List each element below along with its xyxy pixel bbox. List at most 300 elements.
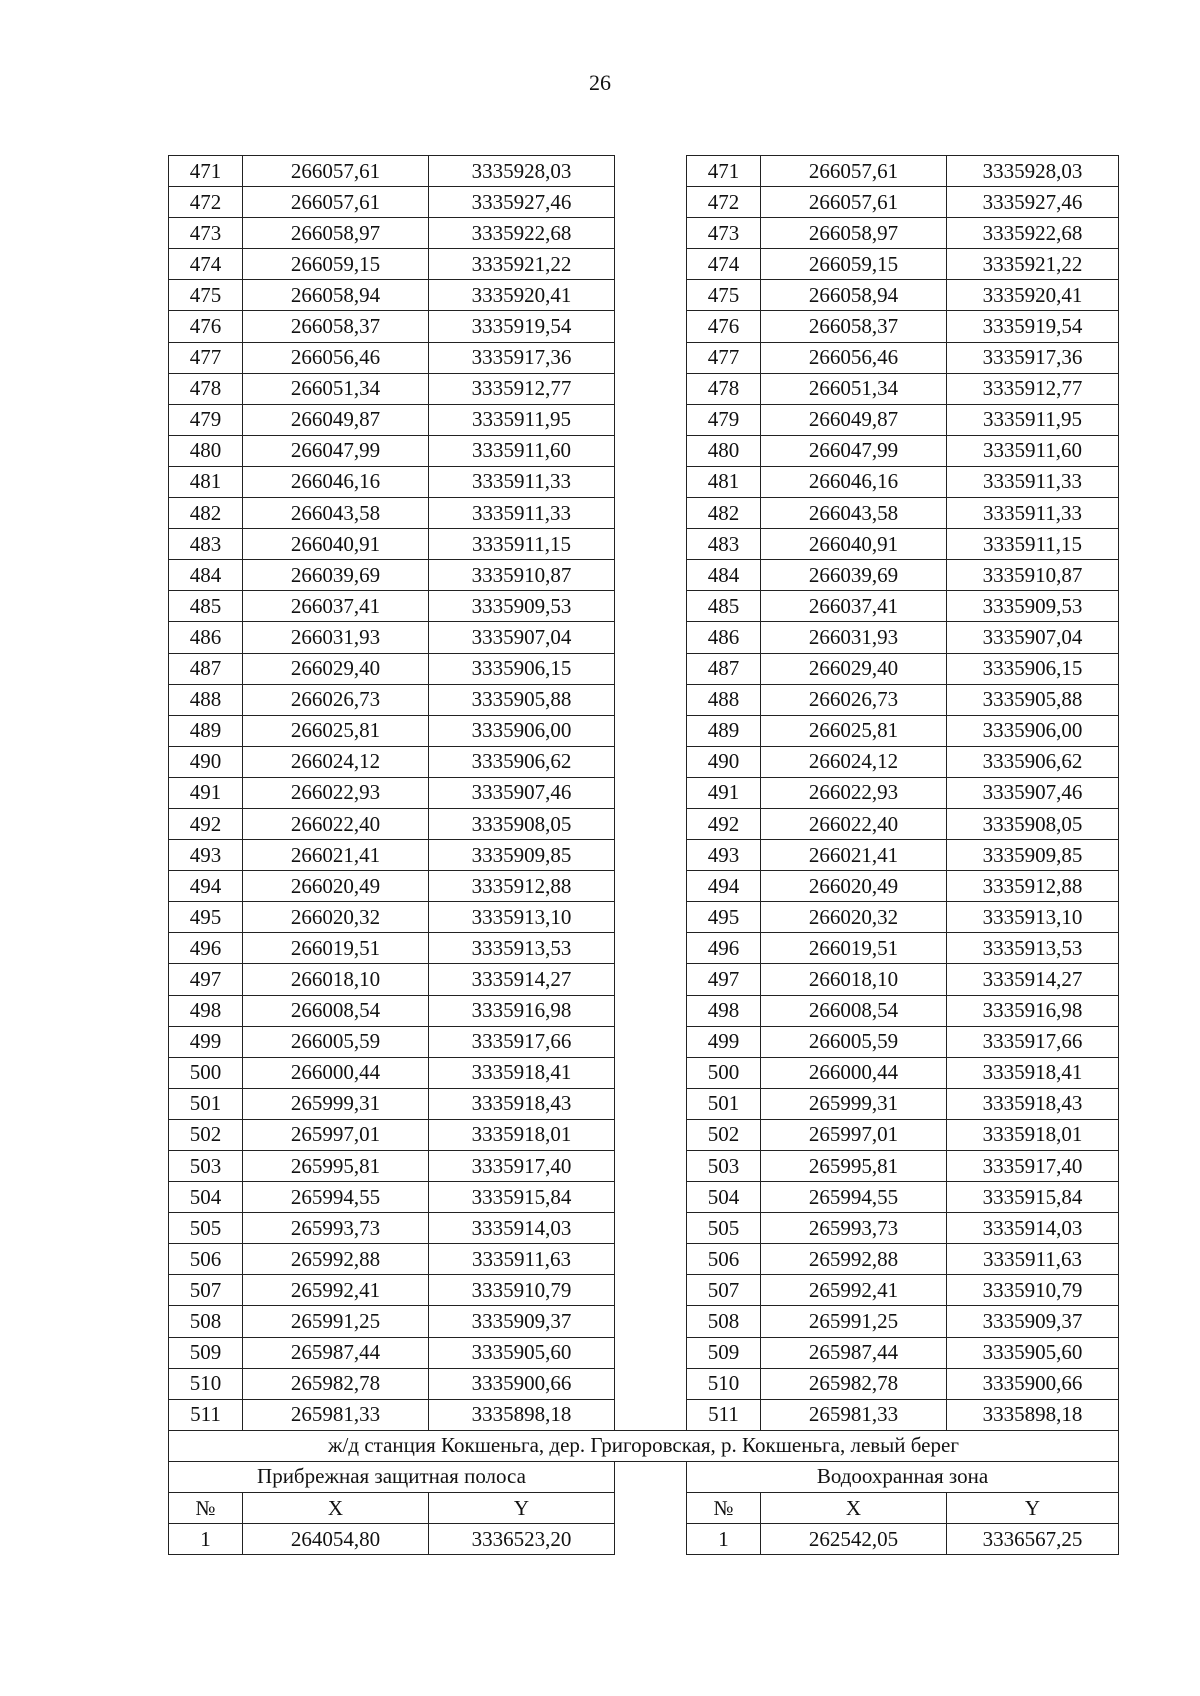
- right-point-number: 510: [687, 1368, 761, 1399]
- right-point-number: 482: [687, 498, 761, 529]
- left-x-value: 265981,33: [243, 1399, 429, 1430]
- table-row: [169, 187, 1119, 218]
- right-point-number: 480: [687, 435, 761, 466]
- table-row: [169, 1275, 1119, 1306]
- right-point-number: 486: [687, 622, 761, 653]
- table-gap: [615, 1119, 687, 1150]
- left-y-value: 3335909,37: [429, 1306, 615, 1337]
- right-y-value: 3335920,41: [947, 280, 1119, 311]
- right-point-number: 499: [687, 1026, 761, 1057]
- left-point-number: 489: [169, 715, 243, 746]
- table-row: [169, 1182, 1119, 1213]
- right-y-value: 3335906,15: [947, 653, 1119, 684]
- table-row: [169, 964, 1119, 995]
- right-y-value: 3335913,53: [947, 933, 1119, 964]
- table-row: [169, 560, 1119, 591]
- left-point-number: 472: [169, 187, 243, 218]
- left-y-value: 3335906,15: [429, 653, 615, 684]
- right-y-value: 3335905,60: [947, 1337, 1119, 1368]
- left-y-value: 3335921,22: [429, 249, 615, 280]
- left-num-header: №: [169, 1493, 243, 1524]
- left-y-value: 3335914,27: [429, 964, 615, 995]
- section-title: ж/д станция Кокшеньга, дер. Григоровская, р. Кокшеньга, левый берег: [169, 1430, 1119, 1461]
- table-row: [169, 777, 1119, 808]
- table-row: [169, 808, 1119, 839]
- column-header-row: [169, 1493, 1119, 1524]
- table-row: [169, 871, 1119, 902]
- right-y-value: 3335913,10: [947, 902, 1119, 933]
- left-x-value: 266020,32: [243, 902, 429, 933]
- right-x-value: 266058,94: [761, 280, 947, 311]
- right-x-value: 266031,93: [761, 622, 947, 653]
- left-y-value: 3335910,87: [429, 560, 615, 591]
- table-row: [169, 1026, 1119, 1057]
- table-gap: [615, 1524, 687, 1555]
- left-x-value: 265995,81: [243, 1151, 429, 1182]
- right-x-value: 265991,25: [761, 1306, 947, 1337]
- table-gap: [615, 777, 687, 808]
- table-row: [169, 1088, 1119, 1119]
- right-x-value: 265981,33: [761, 1399, 947, 1430]
- left-y-value: 3335913,53: [429, 933, 615, 964]
- table-gap: [615, 342, 687, 373]
- right-x-value: 266019,51: [761, 933, 947, 964]
- table-row: [169, 1057, 1119, 1088]
- right-x-value: 266000,44: [761, 1057, 947, 1088]
- right-x-value: 265994,55: [761, 1182, 947, 1213]
- table-gap: [615, 840, 687, 871]
- left-x-value: 265992,41: [243, 1275, 429, 1306]
- right-y-value: 3335912,88: [947, 871, 1119, 902]
- table-row: [169, 653, 1119, 684]
- right-point-number: 490: [687, 746, 761, 777]
- right-point-number: 493: [687, 840, 761, 871]
- right-x-value: 266058,97: [761, 218, 947, 249]
- right-point-number: 471: [687, 156, 761, 187]
- right-point-number: 500: [687, 1057, 761, 1088]
- left-y-value: 3335908,05: [429, 808, 615, 839]
- left-y-value: 3335906,62: [429, 746, 615, 777]
- table-row: [169, 311, 1119, 342]
- left-x-value: 266025,81: [243, 715, 429, 746]
- left-y-value: 3335905,88: [429, 684, 615, 715]
- left-point-number: 475: [169, 280, 243, 311]
- left-point-number: 496: [169, 933, 243, 964]
- table-row: [169, 529, 1119, 560]
- table-row: [169, 840, 1119, 871]
- left-x-value: 266031,93: [243, 622, 429, 653]
- water-zone-title: Водоохранная зона: [687, 1461, 1119, 1492]
- right-point-number: 492: [687, 808, 761, 839]
- right-x-value: 266037,41: [761, 591, 947, 622]
- table-gap: [615, 218, 687, 249]
- left-point-number: 482: [169, 498, 243, 529]
- left-y-value: 3335913,10: [429, 902, 615, 933]
- left-x-value: 266056,46: [243, 342, 429, 373]
- right-point-number: 496: [687, 933, 761, 964]
- table-gap: [615, 1151, 687, 1182]
- right-x-value: 265997,01: [761, 1119, 947, 1150]
- table-row: [169, 1399, 1119, 1430]
- left-x-value: 266022,40: [243, 808, 429, 839]
- right-x-value: 266046,16: [761, 466, 947, 497]
- right-point-number: 488: [687, 684, 761, 715]
- left-x-value: 266008,54: [243, 995, 429, 1026]
- left-point-number: 498: [169, 995, 243, 1026]
- table-gap: [615, 653, 687, 684]
- right-x-value: 265982,78: [761, 1368, 947, 1399]
- left-y-value: 3335917,66: [429, 1026, 615, 1057]
- left-y-value: 3335905,60: [429, 1337, 615, 1368]
- right-y-value: 3335928,03: [947, 156, 1119, 187]
- left-y-value: 3335900,66: [429, 1368, 615, 1399]
- right-x-value: 266005,59: [761, 1026, 947, 1057]
- coordinates-table: [168, 155, 1119, 1555]
- right-y-value: 3335910,87: [947, 560, 1119, 591]
- right-y-value: 3335918,43: [947, 1088, 1119, 1119]
- right-y-value: 3335921,22: [947, 249, 1119, 280]
- right-y-value: 3335915,84: [947, 1182, 1119, 1213]
- right-point-number: 477: [687, 342, 761, 373]
- right-x-value: 266029,40: [761, 653, 947, 684]
- right-y-value: 3335906,62: [947, 746, 1119, 777]
- left-x-value: 266043,58: [243, 498, 429, 529]
- table-gap: [615, 1057, 687, 1088]
- left-x-value: 266058,94: [243, 280, 429, 311]
- left-y-value: 3335928,03: [429, 156, 615, 187]
- left-x-value: 264054,80: [243, 1524, 429, 1555]
- left-point-number: 483: [169, 529, 243, 560]
- left-x-value: 265982,78: [243, 1368, 429, 1399]
- right-y-value: 3335917,66: [947, 1026, 1119, 1057]
- table-row: [169, 342, 1119, 373]
- right-y-value: 3335918,01: [947, 1119, 1119, 1150]
- left-point-number: 501: [169, 1088, 243, 1119]
- table-row: [169, 498, 1119, 529]
- right-y-value: 3335898,18: [947, 1399, 1119, 1430]
- right-point-number: 505: [687, 1213, 761, 1244]
- table-row: [169, 715, 1119, 746]
- right-x-value: 265987,44: [761, 1337, 947, 1368]
- table-row: [169, 404, 1119, 435]
- right-x-value: 266026,73: [761, 684, 947, 715]
- table-gap: [615, 529, 687, 560]
- left-y-value: 3335911,95: [429, 404, 615, 435]
- left-point-number: 484: [169, 560, 243, 591]
- table-gap: [615, 280, 687, 311]
- table-gap: [615, 187, 687, 218]
- table-gap: [615, 964, 687, 995]
- left-x-value: 266046,16: [243, 466, 429, 497]
- left-point-number: 491: [169, 777, 243, 808]
- left-x-value: 266057,61: [243, 187, 429, 218]
- table-gap: [615, 1026, 687, 1057]
- left-point-number: 494: [169, 871, 243, 902]
- table-gap: [615, 435, 687, 466]
- left-y-value: 3335918,43: [429, 1088, 615, 1119]
- left-x-value: 266024,12: [243, 746, 429, 777]
- right-point-number: 508: [687, 1306, 761, 1337]
- left-y-value: 3335914,03: [429, 1213, 615, 1244]
- right-y-value: 3335905,88: [947, 684, 1119, 715]
- left-x-value: 266057,61: [243, 156, 429, 187]
- right-y-value: 3335911,63: [947, 1244, 1119, 1275]
- right-point-number: 479: [687, 404, 761, 435]
- left-point-number: 485: [169, 591, 243, 622]
- right-x-value: 266051,34: [761, 373, 947, 404]
- table-gap: [615, 156, 687, 187]
- table-gap: [615, 311, 687, 342]
- table-gap: [615, 933, 687, 964]
- table-row: [169, 435, 1119, 466]
- left-x-value: 265987,44: [243, 1337, 429, 1368]
- right-point-number: 503: [687, 1151, 761, 1182]
- left-point-number: 1: [169, 1524, 243, 1555]
- right-y-value: 3335911,15: [947, 529, 1119, 560]
- right-y-header: Y: [947, 1493, 1119, 1524]
- table-row: [169, 218, 1119, 249]
- left-x-value: 265993,73: [243, 1213, 429, 1244]
- left-x-value: 266026,73: [243, 684, 429, 715]
- left-point-number: 471: [169, 156, 243, 187]
- left-point-number: 509: [169, 1337, 243, 1368]
- table-row: [169, 591, 1119, 622]
- left-point-number: 511: [169, 1399, 243, 1430]
- right-y-value: 3335914,03: [947, 1213, 1119, 1244]
- left-x-value: 265999,31: [243, 1088, 429, 1119]
- section-first-row: [169, 1524, 1119, 1555]
- coastal-strip-title: Прибрежная защитная полоса: [169, 1461, 615, 1492]
- table-gap: [615, 1368, 687, 1399]
- right-y-value: 3335927,46: [947, 187, 1119, 218]
- table-gap: [615, 995, 687, 1026]
- right-y-value: 3335909,85: [947, 840, 1119, 871]
- left-point-number: 477: [169, 342, 243, 373]
- right-x-value: 265995,81: [761, 1151, 947, 1182]
- right-point-number: 511: [687, 1399, 761, 1430]
- right-point-number: 481: [687, 466, 761, 497]
- right-point-number: 502: [687, 1119, 761, 1150]
- table-row: [169, 1119, 1119, 1150]
- left-point-number: 495: [169, 902, 243, 933]
- left-y-value: 3335898,18: [429, 1399, 615, 1430]
- table-gap: [615, 1399, 687, 1430]
- right-point-number: 474: [687, 249, 761, 280]
- right-x-value: 266059,15: [761, 249, 947, 280]
- table-row: [169, 1306, 1119, 1337]
- right-y-value: 3335911,60: [947, 435, 1119, 466]
- left-x-value: 266022,93: [243, 777, 429, 808]
- table-gap: [615, 715, 687, 746]
- right-point-number: 498: [687, 995, 761, 1026]
- right-y-value: 3335900,66: [947, 1368, 1119, 1399]
- table-gap: [615, 1088, 687, 1119]
- left-point-number: 474: [169, 249, 243, 280]
- left-x-value: 266037,41: [243, 591, 429, 622]
- right-x-value: 266043,58: [761, 498, 947, 529]
- right-y-value: 3335917,40: [947, 1151, 1119, 1182]
- left-x-value: 266049,87: [243, 404, 429, 435]
- left-point-number: 497: [169, 964, 243, 995]
- left-point-number: 499: [169, 1026, 243, 1057]
- left-point-number: 480: [169, 435, 243, 466]
- left-y-value: 3335909,53: [429, 591, 615, 622]
- left-point-number: 492: [169, 808, 243, 839]
- right-x-value: 266022,40: [761, 808, 947, 839]
- right-y-value: 3336567,25: [947, 1524, 1119, 1555]
- left-point-number: 502: [169, 1119, 243, 1150]
- left-y-value: 3335922,68: [429, 218, 615, 249]
- right-point-number: 509: [687, 1337, 761, 1368]
- table-row: [169, 280, 1119, 311]
- table-gap: [615, 498, 687, 529]
- left-x-value: 265991,25: [243, 1306, 429, 1337]
- left-x-value: 265992,88: [243, 1244, 429, 1275]
- table-row: [169, 995, 1119, 1026]
- left-point-number: 510: [169, 1368, 243, 1399]
- right-y-value: 3335911,33: [947, 498, 1119, 529]
- left-y-value: 3335911,60: [429, 435, 615, 466]
- right-point-number: 495: [687, 902, 761, 933]
- left-point-number: 478: [169, 373, 243, 404]
- right-point-number: 478: [687, 373, 761, 404]
- table-row: [169, 1151, 1119, 1182]
- section-title-row: [169, 1430, 1119, 1461]
- left-y-value: 3335911,33: [429, 498, 615, 529]
- right-point-number: 475: [687, 280, 761, 311]
- right-x-value: 266049,87: [761, 404, 947, 435]
- left-y-value: 3335911,33: [429, 466, 615, 497]
- left-x-value: 266018,10: [243, 964, 429, 995]
- table-gap: [615, 746, 687, 777]
- left-y-value: 3335912,88: [429, 871, 615, 902]
- left-y-value: 3335918,41: [429, 1057, 615, 1088]
- left-y-value: 3335927,46: [429, 187, 615, 218]
- left-point-number: 506: [169, 1244, 243, 1275]
- table-row: [169, 1244, 1119, 1275]
- left-y-header: Y: [429, 1493, 615, 1524]
- left-y-value: 3335911,15: [429, 529, 615, 560]
- right-x-value: 265999,31: [761, 1088, 947, 1119]
- left-x-value: 266059,15: [243, 249, 429, 280]
- right-y-value: 3335919,54: [947, 311, 1119, 342]
- right-x-value: 265992,41: [761, 1275, 947, 1306]
- right-point-number: 494: [687, 871, 761, 902]
- table-row: [169, 933, 1119, 964]
- right-x-value: 266047,99: [761, 435, 947, 466]
- left-y-value: 3335917,36: [429, 342, 615, 373]
- right-point-number: 1: [687, 1524, 761, 1555]
- left-x-value: 266005,59: [243, 1026, 429, 1057]
- right-x-value: 266020,32: [761, 902, 947, 933]
- left-y-value: 3335911,63: [429, 1244, 615, 1275]
- left-point-number: 507: [169, 1275, 243, 1306]
- left-x-value: 266051,34: [243, 373, 429, 404]
- right-x-value: 266039,69: [761, 560, 947, 591]
- table-gap: [615, 871, 687, 902]
- right-point-number: 501: [687, 1088, 761, 1119]
- right-y-value: 3335917,36: [947, 342, 1119, 373]
- left-x-value: 266029,40: [243, 653, 429, 684]
- table-gap: [615, 902, 687, 933]
- right-y-value: 3335909,37: [947, 1306, 1119, 1337]
- right-x-value: 266022,93: [761, 777, 947, 808]
- right-x-value: 266024,12: [761, 746, 947, 777]
- table-gap: [615, 1337, 687, 1368]
- left-point-number: 487: [169, 653, 243, 684]
- table-gap: [615, 1493, 687, 1524]
- right-point-number: 504: [687, 1182, 761, 1213]
- table-row: [169, 466, 1119, 497]
- left-y-value: 3335915,84: [429, 1182, 615, 1213]
- left-x-value: 265994,55: [243, 1182, 429, 1213]
- table-row: [169, 746, 1119, 777]
- right-y-value: 3335907,04: [947, 622, 1119, 653]
- right-x-header: X: [761, 1493, 947, 1524]
- table-gap: [615, 404, 687, 435]
- right-x-value: 265993,73: [761, 1213, 947, 1244]
- table-row: [169, 156, 1119, 187]
- left-x-value: 265997,01: [243, 1119, 429, 1150]
- right-x-value: 266056,46: [761, 342, 947, 373]
- right-point-number: 473: [687, 218, 761, 249]
- left-x-value: 266039,69: [243, 560, 429, 591]
- table-row: [169, 1368, 1119, 1399]
- left-x-value: 266058,97: [243, 218, 429, 249]
- right-y-value: 3335906,00: [947, 715, 1119, 746]
- left-point-number: 490: [169, 746, 243, 777]
- table-gap: [615, 560, 687, 591]
- table-gap: [615, 622, 687, 653]
- new-section: [169, 1430, 1119, 1554]
- left-y-value: 3335907,46: [429, 777, 615, 808]
- left-y-value: 3335919,54: [429, 311, 615, 342]
- right-point-number: 489: [687, 715, 761, 746]
- table-row: [169, 684, 1119, 715]
- left-y-value: 3335910,79: [429, 1275, 615, 1306]
- right-point-number: 497: [687, 964, 761, 995]
- table-gap: [615, 466, 687, 497]
- table-row: [169, 249, 1119, 280]
- left-point-number: 493: [169, 840, 243, 871]
- right-x-value: 262542,05: [761, 1524, 947, 1555]
- left-point-number: 508: [169, 1306, 243, 1337]
- left-x-value: 266021,41: [243, 840, 429, 871]
- right-point-number: 506: [687, 1244, 761, 1275]
- table-gap: [615, 591, 687, 622]
- right-point-number: 507: [687, 1275, 761, 1306]
- table-gap: [615, 1213, 687, 1244]
- zone-titles-row: [169, 1461, 1119, 1492]
- table-gap: [615, 1306, 687, 1337]
- coordinates-rows: [169, 156, 1119, 1431]
- right-y-value: 3335911,33: [947, 466, 1119, 497]
- right-x-value: 266018,10: [761, 964, 947, 995]
- right-point-number: 472: [687, 187, 761, 218]
- table-row: [169, 902, 1119, 933]
- right-y-value: 3335910,79: [947, 1275, 1119, 1306]
- left-x-header: X: [243, 1493, 429, 1524]
- left-y-value: 3335912,77: [429, 373, 615, 404]
- table-row: [169, 1213, 1119, 1244]
- left-point-number: 504: [169, 1182, 243, 1213]
- table-gap: [615, 1244, 687, 1275]
- left-y-value: 3336523,20: [429, 1524, 615, 1555]
- right-y-value: 3335907,46: [947, 777, 1119, 808]
- left-point-number: 473: [169, 218, 243, 249]
- right-x-value: 265992,88: [761, 1244, 947, 1275]
- table-gap: [615, 684, 687, 715]
